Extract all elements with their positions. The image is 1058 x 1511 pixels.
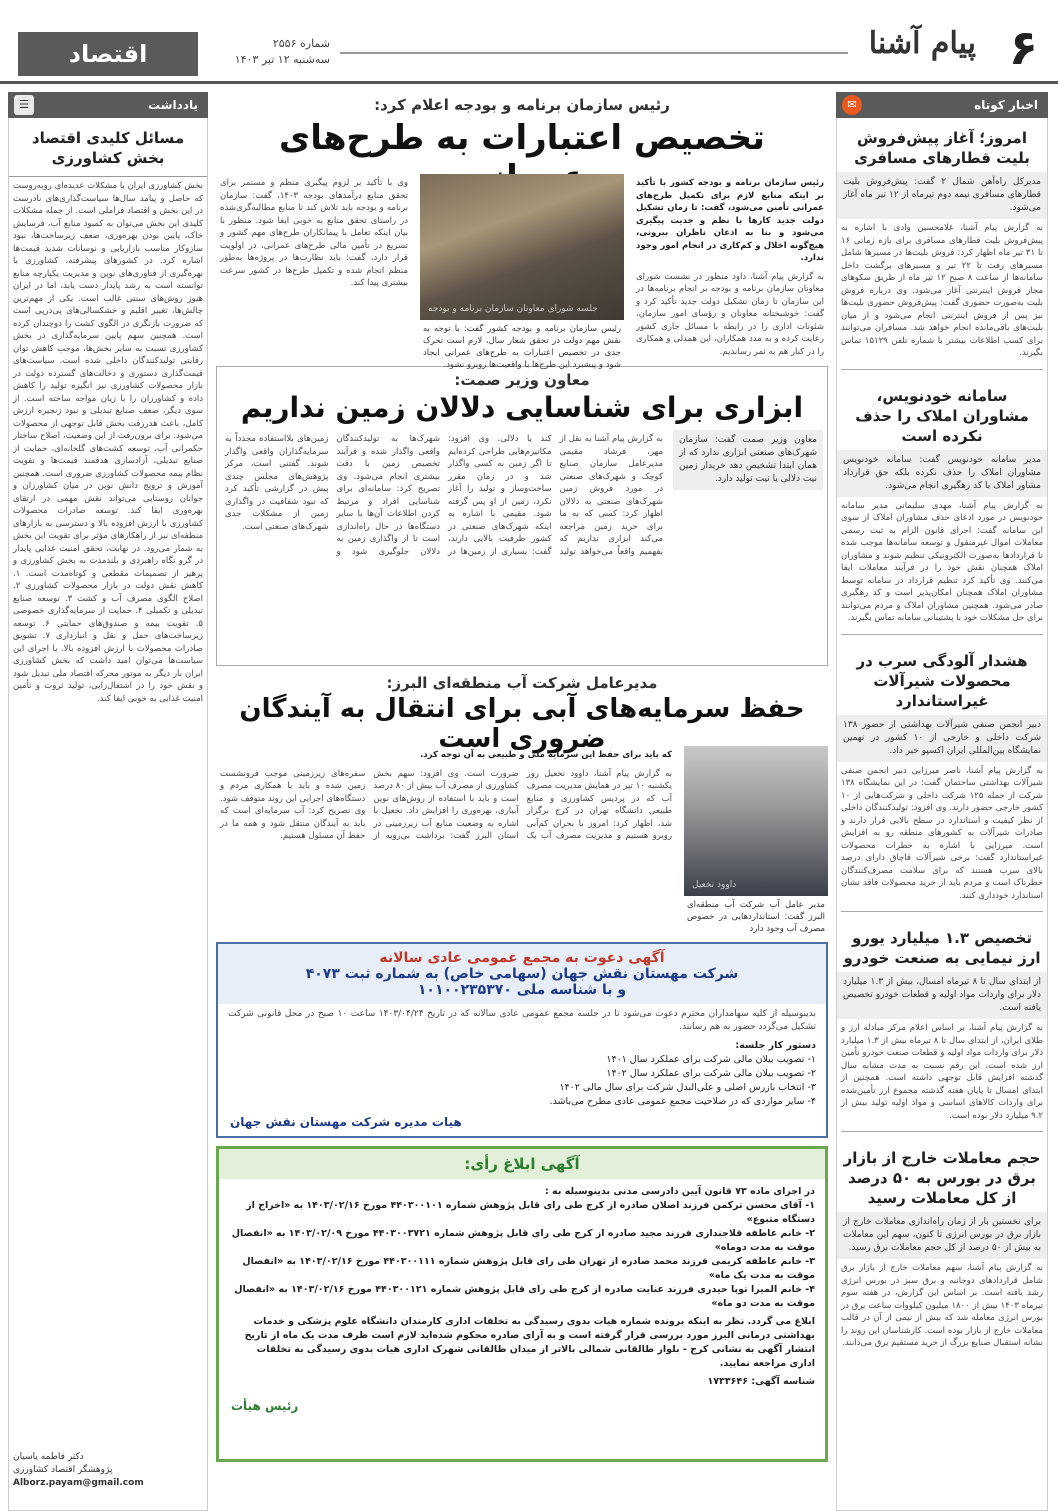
second-body: به گزارش پیام آشنا به نقل از مهر، فرشاد مقیمی مدیرعامل سازمان صنایع کوچک و شهرک‌های صنعتی در مورد فروش زمین شهرک‌های صنعتی به دلالان اظهار کرد: کسی که به ما برای خرید زمین مراجعه می‌کند ابزاری نداریم که بفهمیم واقعاً می‌خواهد تولید کند یا دلالی. وی افزود: مکانیزم‌هایی طراحی کرده‌ایم تا اگر زمین به کسی واگذار شد و در زمان مقرر ساخت‌وساز و تولید را آغاز نکرد، زمین از او پس گرفته شود. مقیمی با اشاره به اینکه شهرک‌های صنعتی در کشور ظرفیت بالایی دارند، گفت: بسیاری از زمین‌ها در شهرک‌ها به تولیدکنندگان واقعی واگذار شده و فرآیند تخصیص زمین با دقت بیشتری انجام می‌شود. وی تصریح کرد: سامانه‌ای برای شناسایی افراد و مرتبط کردن اطلاعات آن‌ها با سایر دستگاه‌ها در حال راه‌اندازی است تا از واگذاری زمین به دلالان جلوگیری شود و زمین‌های بلااستفاده مجدداً به سرمایه‌گذاران واقعی واگذار شوند. گفتنی است، مرکز پژوهش‌های مجلس چندی پیش در گزارشی تأکید کرد که نبود شفافیت در واگذاری زمین از مشکلات جدی شهرک‌های صنعتی است.	[225, 434, 663, 557]
photo-label: داوود نخعیل	[692, 880, 737, 890]
photo-label: جلسه شورای معاونان سازمان برنامه و بودجه	[428, 304, 598, 314]
notice-item: ۲- خانم عاطفه قلاجندازی فرزند مجید صادره از کرج طی رای قابل پژوهش شماره ۴۴۰۳۰۰۳۷۲۱ مورخ ۱۴۰۳/۰۲/۰۹ به «انفصال موقت به مدت دوماه»	[231, 1228, 815, 1253]
author-email: Alborz.payam@gmail.com	[13, 1478, 144, 1488]
main-title: تخصیص اعتبارات به طرح‌های	[279, 118, 765, 158]
news-item	[837, 918, 1047, 1125]
opinion-column	[8, 92, 208, 1501]
news-item	[837, 118, 1047, 363]
news-title: سامانه خودنویس، مشاوران املاک را حذف نکرده است	[855, 386, 1029, 445]
main-body-right: به گزارش پیام آشنا، داود منظور در نشست شورای معاونان سازمان برنامه و بودجه بر انجام برنامه‌ها در این سازمان تا زمان تشکیل دولت جدید تأکید کرد و گفت: خوشبختانه معاونان و رؤسای امور سازمان، شئونات اداری را در رابطه با مسائل جاری کشور رعایت کرده و به مدد همکاران، این همدلی و همکاری را در کنار هم به ثمر رساندیم.	[636, 271, 824, 357]
header-divider	[340, 52, 848, 54]
page-header	[0, 0, 1058, 84]
author-name: دکتر فاطمه یاسیان	[13, 1452, 84, 1462]
second-kicker: معاون وزیر صمت:	[454, 371, 590, 389]
notice-body	[219, 1179, 825, 1395]
verdict-notice-ad	[216, 1146, 828, 1462]
news-body: به گزارش پیام آشنا، ناصر میرزایی دبیر انجمن صنفی شیرآلات بهداشتی ساختمان گفت: در این نمایشگاه ۱۳۸ شرکت از جمله ۱۲۵ شرکت داخلی و شرکت‌هایی از ۱۰ کشور خارجی حضور دارند. وی افزود: تولیدکنندگان داخلی از نظر کیفیت و استاندارد در سطح بالایی قرار دارند و صادرات شیرآلات به کشورهای منطقه رو به افزایش است. میرزایی با اشاره به خطرات محصولات غیراستاندارد گفت: برخی شیرآلات قاچاق دارای درصد بالای سرب هستند که برای سلامت مصرف‌کنندگان خطرناک است و مردم باید از خرید محصولات فاقد نشان استاندارد خودداری کنند.	[841, 765, 1043, 901]
opinion-text: بخش کشاورزی ایران با مشکلات عدیده‌ای روبه‌روست که حاصل و پیامد سال‌ها سیاست‌گذاری‌های نادرست در این بخش و اقتصاد فراملی است. از جمله مشکلات کلیدی این بخش می‌توان به کمبود منابع آب، فرسایش خاک، پایین بودن بهره‌وری، ضعف زیرساخت‌ها، نبود سازوکار مناسب بازاریابی و نوسانات شدید قیمت‌ها اشاره کرد. در کشورهای پیشرفته، کشاورزی با بهره‌گیری از فناوری‌های نوین و مدیریت یکپارچه منابع توانسته است به رشد پایدار دست یابد، اما در ایران هنوز روش‌های سنتی غالب است. یکی از مهم‌ترین چالش‌ها، تغییر اقلیم و خشکسالی‌های پی‌درپی است که ضرورت بازنگری در الگوی کشت را دوچندان کرده است. همچنین سهم پایین سرمایه‌گذاری در بخش کشاورزی نسبت به سایر بخش‌ها، موجب کاهش توان رقابتی تولیدکنندگان داخلی شده است. سیاست‌های قیمت‌گذاری دستوری و دخالت‌های گسترده دولت در بازار محصولات کشاورزی نیز انگیزه تولید را کاهش داده و کشاورزان را با زیان مواجه ساخته است. از سوی دیگر، ضعف صنایع تبدیلی و نبود زنجیره ارزش کامل، باعث هدررفت بخش قابل توجهی از محصولات می‌شود. برای برون‌رفت از این وضعیت، اصلاح ساختار حکمرانی آب، توسعه کشت‌های گلخانه‌ای، حمایت از صنایع تبدیلی، آزادسازی هدفمند قیمت‌ها و تقویت نظام بیمه محصولات کشاورزی ضروری است. همچنین آموزش و ترویج دانش نوین در میان کشاورزان و جوانان روستایی می‌تواند نقش مهمی در ارتقای بهره‌وری ایفا کند. توسعه صادرات محصولات کشاورزی با ارزش افزوده بالا و دسترسی به بازارهای منطقه‌ای نیز از راهکارهای مؤثر برای تقویت این بخش به شمار می‌رود. در نهایت، تحقق امنیت غذایی پایدار در گرو نگاه راهبردی و بلندمدت به بخش کشاورزی و پرهیز از تصمیمات مقطعی و کوتاه‌مدت است. ۱. کاهش نقش دولت در بازار محصولات کشاورزی ۲. اصلاح الگوی مصرف آب و کشت ۳. توسعه صنایع تبدیلی و تکمیلی ۴. حمایت از سرمایه‌گذاری خصوصی ۵. تقویت بیمه و صندوق‌های حمایتی ۶. توسعه زیرساخت‌های حمل و نقل و انبارداری ۷. تشویق صادرات محصولات با ارزش افزوده بالا. با اجرای این سیاست‌ها می‌توان امید داشت که بخش کشاورزی ایران بار دیگر به موتور محرکه اقتصاد ملی تبدیل شود و نقش خود را در اشتغال‌زایی، تولید ثروت و تأمین امنیت غذایی به خوبی ایفا کند.	[13, 181, 203, 704]
news-lead: مدیرکل راه‌آهن شمال ۲ گفت: پیش‌فروش بلیت قطارهای مسافری نیمه دوم تیرماه از ۱۲ تیر ماه آغاز می‌شود.	[837, 172, 1047, 219]
photo-caption: مدیر عامل آب شرکت آب منطقه‌ای البرز گفت: استانداردهایی در خصوص مصرف آب وجود دارد	[687, 900, 825, 934]
news-lead: دبیر انجمن صنفی شیرآلات بهداشتی از حضور ۱۳۸ شرکت داخلی و خارجی از ۱۰ کشور در نهمین نمایشگاه بین‌المللی ایران اکسپو خبر داد.	[837, 715, 1047, 762]
news-item	[837, 641, 1047, 906]
ad-header	[218, 944, 826, 1004]
notepad-icon: ☰	[14, 95, 34, 115]
divider	[841, 911, 1043, 912]
ad-agenda	[218, 1037, 826, 1111]
divider	[841, 1131, 1043, 1132]
news-body: به گزارش پیام آشنا، بر اساس اعلام مرکز مبادله ارز و طلای ایران، از ابتدای سال تا ۸ تیرماه بیش از ۱.۳ میلیارد دلار برای واردات مواد اولیه و قطعات صنعت خودرو تأمین ارز شده است. این رقم نسبت به مدت مشابه سال گذشته افزایش قابل توجهی داشته است. همچنین از ابتدای امسال تا پایان هفته گذشته مجموع ارز تأمین‌شده برای واردات کالاهای اساسی و مواد اولیه تولید بیش از ۹.۲ میلیارد دلار بوده است.	[841, 1023, 1043, 1121]
main-kicker: رئیس سازمان برنامه و بودجه اعلام کرد:	[374, 96, 670, 114]
third-body: به گزارش پیام آشنا، داوود نخعیل روز یکشنبه ۱۰ تیر در همایش مدیریت مصرف آب که در پردیس کشاورزی و منابع طبیعی دانشگاه تهران در کرج برگزار شد، اظهار کرد: امروز با بحران کم‌آبی روبرو هستیم و مدیریت مصرف آب یک ضرورت است. وی افزود: سهم بخش کشاورزی از مصرف آب بیش از ۸۰ درصد است و باید با استفاده از روش‌های نوین آبیاری، بهره‌وری را افزایش داد. نخعیل با اشاره به وضعیت منابع آب زیرزمینی در استان البرز گفت: برداشت بی‌رویه از سفره‌های زیرزمینی موجب فرونشست زمین شده و باید با همکاری مردم و دستگاه‌های اجرایی این روند متوقف شود. وی تصریح کرد: آب سرمایه‌ای است که باید به آیندگان منتقل شود و همه ما در حفظ آن مسئول هستیم.	[220, 768, 672, 841]
ad-national-id: و با شناسه ملی ۱۰۱۰۰۲۳۵۳۷۰	[417, 982, 627, 998]
notice-header: آگهی ابلاغ رأی:	[219, 1149, 825, 1179]
main-photo-block	[420, 174, 624, 374]
notice-intro: در اجرای ماده ۷۳ قانون آیین دادرسی مدنی بدینوسیله به :	[544, 1186, 815, 1197]
issue-date: سه‌شنبه ۱۲ تیر ۱۴۰۳	[234, 53, 330, 66]
notice-item: ۴- خانم المیرا توپا حیدری فرزند عنایت صادره از کرج طی رای قابل پژوهش شماره ۴۴۰۳۰۰۱۲۱ مورخ ۱۴۰۳/۰۲/۱۶ به «انفصال موقت به مدت دو ماه»	[234, 1284, 815, 1309]
notice-number: شناسه آگهی: ۱۷۳۳۶۴۶	[707, 1376, 815, 1387]
opinion-tag	[8, 92, 208, 118]
megaphone-icon: ✉	[842, 95, 862, 115]
news-body: به گزارش پیام آشنا، سهم معاملات خارج از بازار برق شامل قراردادهای دوجانبه و برق سبز در بورس انرژی رشد یافته است. بر اساس این گزارش، در هفته سوم تیرماه ۱۴۰۳ بیش از ۱۸۰۰ میلیون کیلووات ساعت برق در بورس انرژی معامله شد که بیش از نیمی از آن در قالب معاملات خارج از بازار بوده است. کارشناسان این روند را نشانه استقبال صنایع بزرگ از خرید مستقیم برق می‌دانند.	[841, 1263, 1043, 1348]
news-body: به گزارش پیام آشنا، غلامحسین وادی با اشاره به پیش‌فروش بلیت قطارهای مسافری برای بازه زمانی ۱۶ تا ۳۱ تیر ماه اظهار کرد: فروش بلیت‌ها در مسیرها شامل مسیرهای رفت تا ۲۲ تیر و مسیرهای برگشت داخل سامانه‌ها از ساعت ۸ صبح ۱۲ تیر ماه از طریق سکوهای مجاز فروش اینترنتی آغاز می‌شود. وی درباره فروش بلیت به‌صورت حضوری گفت: پیش‌فروش حضوری بلیت‌ها نیز پس از فروش اینترنتی انجام می‌شود و از میان بلیت‌های باقی‌مانده انجام خواهد شد. مسافران می‌توانند برای کسب اطلاعات بیشتر با شماره تلفن ۱۵۱۲۹ تماس بگیرند.	[841, 223, 1043, 358]
main-article-right	[632, 174, 828, 361]
third-title: حفظ سرمایه‌های آبی برای انتقال به آیندگان ضروری است	[239, 694, 805, 754]
issue-info	[210, 36, 330, 68]
agenda-item: ۳- انتخاب بازرس اصلی و علی‌البدل شرکت برای سال مالی ۱۴۰۲	[559, 1082, 816, 1093]
portrait-photo	[684, 746, 828, 896]
author-block	[9, 1447, 207, 1494]
third-text	[216, 746, 676, 933]
third-lead: که باید برای حفظ این سرمایه ملی و طبیعی به آن توجه کرد.	[420, 750, 672, 760]
photo-caption: رئیس سازمان برنامه و بودجه کشور گفت: با توجه به نقش مهم دولت در تحقق شعار سال، لازم است تحرک جدی در تخصیص اعتبارات به طرح‌های عمرانی ایجاد شود و پیشبرد این طرح‌ها با واقعیت‌ها روبرو نشود.	[423, 324, 621, 370]
general-meeting-ad	[216, 942, 828, 1138]
opinion-label: یادداشت	[148, 98, 198, 112]
second-lead: معاون وزیر صمت گفت: سازمان شهرک‌های صنعتی ابزاری ندارد که از همان ابتدا تشخیص دهد خریدار زمین نیت دلالی یا نیت تولید دارد.	[673, 430, 823, 490]
news-item	[837, 1138, 1047, 1353]
second-title: ابزاری برای شناسایی دلالان زمین نداریم	[240, 391, 804, 424]
ad-intro: بدینوسیله از کلیه سهامداران محترم دعوت می‌شود تا در جلسه مجمع عمومی عادی سالانه که در تاریخ ۱۴۰۳/۰۴/۲۴ ساعت ۱۰ صبح در محل قانونی شرکت تشکیل می‌گردد حضور به هم رسانند.	[228, 1009, 817, 1032]
notice-outro: ابلاغ می گردد. نظر به اینکه برونده شماره هیات بدوی رسیدگی به تخلفات اداری کارمندان دانشگاه علوم پزشکی و خدمات بهداشتی درمانی البرز مورد بررسی قرار گرفته است و به آرای صادره محکوم شده‌اید لازم است ظرف مدت یک ماه از تاریخ انتشار آگهی به نشانی کرج - بلوار طالقانی شمالی بالاتر از میدان طالقانی شهرک اداری هیات بدوی رسیدگی به تخلفات اداری مراجعه نمایید.	[244, 1316, 815, 1369]
news-lead: مدیر سامانه خودنویس گفت: سامانه خودنویس مشاوران املاک را حذف نکرده بلکه حق قرارداد مشاور املاک با کد رهگیری انجام می‌شود.	[837, 450, 1047, 497]
news-lead: از ابتدای سال تا ۸ تیرماه امسال، بیش از ۱.۳ میلیارد دلار برای واردات مواد اولیه و قطعات خودرو تخصیص یافته است.	[837, 972, 1047, 1019]
ad-company: شرکت مهستان نقش جهان (سهامی خاص) به شماره ثبت ۴۰۷۳	[305, 966, 739, 982]
ad-title: آگهی دعوت به مجمع عمومی عادی سالانه	[379, 950, 665, 966]
news-title: هشدار آلودگی سرب در محصولات شیرآلات غیراستاندارد	[856, 651, 1028, 710]
author-role: پژوهشگر اقتصاد کشاورزی	[13, 1465, 113, 1475]
agenda-item: ۴- سایر مواردی که در صلاحیت مجمع عمومی عادی مطرح می‌باشد.	[549, 1096, 816, 1107]
short-news-label: اخبار کوتاه	[974, 98, 1038, 112]
ad-signature: هیات مدیره شرکت مهستان نقش جهان	[230, 1115, 462, 1129]
notice-signature: رئیس هیأت	[231, 1399, 299, 1413]
main-body-left: وی با تأکید بر لزوم پیگیری منظم و مستمر برای تحقق منابع درآمدهای بودجه ۱۴۰۳، گفت: سازمان برنامه و بودجه باید تلاش کند تا منابع مطالبه‌گری‌شده در راستای تحقق منابع به خوبی ایفا شود. منظور با بیان اینکه تعامل با پیمانکاران طرح‌های مهم کشور و تسریع در تأمین مالی طرح‌های عمرانی، در اولویت قرار دارد، گفت: باید نظارت‌ها در پروژه‌ها به‌طور منظم انجام شده و تکمیل طرح‌ها در کشور سرعت بیشتری پیدا کند.	[220, 178, 409, 288]
notice-item: ۳- خانم عاطفه کریمی فرزند محمد صادره از تهران طی رای قابل پژوهش شماره ۴۴۰۳۰۰۱۱۱ مورخ ۱۴۰۳/۰۲/۱۶ به «انفصال موقت به مدت یک ماه»	[242, 1256, 815, 1281]
agenda-item: ۲- تصویب بیلان مالی شرکت برای عملکرد سال ۱۴۰۲	[606, 1068, 816, 1079]
news-title: حجم معاملات خارج از بازار برق در بورس به ۵۰ درصد از کل معاملات رسید	[843, 1149, 1041, 1207]
news-title: تخصیص ۱.۳ میلیارد یورو ارز نیمایی به صنعت خودرو	[843, 929, 1041, 967]
divider	[841, 369, 1043, 370]
news-body: به گزارش پیام آشنا، مهدی سلیمانی مدیر سامانه خودنویس در مورد ادعای حذف مشاوران املاک از سوی این سامانه گفت: اجرای قانون الزام به ثبت رسمی معاملات اموال غیرمنقول و توسعه سامانه‌ها موجب شده تا قراردادها به‌صورت الکترونیکی تنظیم شوند و مشاوران املاک همچنان نقش خود را در فرآیند معاملات ایفا می‌کنند. وی تأکید کرد تنظیم قرارداد در سامانه توسط مشاوران املاک همچنان امکان‌پذیر است و کد رهگیری صادر می‌شود. همچنین مشاوران املاک و مردم می‌توانند برای حل مشکلات خود با پشتیبانی سامانه تماس بگیرند.	[841, 500, 1043, 623]
short-news-tag	[836, 92, 1048, 118]
main-content	[216, 92, 828, 1501]
second-article	[216, 366, 828, 666]
short-news-body	[836, 118, 1048, 1511]
main-article-left	[216, 174, 412, 293]
news-lead: برای نخستین بار از زمان راه‌اندازی معاملات خارج از بازار برق در بورس انرژی تا کنون، سهم این معاملات به بیش از ۵۰ درصد از کل حجم معاملات برق رسید.	[837, 1212, 1047, 1259]
news-item	[837, 376, 1047, 628]
third-article	[216, 674, 828, 936]
agenda-title: دستور کار جلسه:	[735, 1040, 816, 1051]
section-label: اقتصاد	[18, 32, 198, 76]
divider	[841, 634, 1043, 635]
third-kicker: مدیرعامل شرکت آب منطقه‌ای البرز:	[386, 674, 658, 692]
notice-item: ۱- آقای محسن ترکمن فرزند اصلان صادره از کرج طی رای قابل پژوهش شماره ۴۴۰۳۰۰۱۰۱ مورخ ۱۴۰۳/۰۲/۱۶ به «اخراج از دستگاه متبوع»	[246, 1200, 815, 1225]
issue-number: شماره ۲۵۵۶	[272, 37, 330, 50]
main-lead: رئیس سازمان برنامه و بودجه کشور با تأکید بر اینکه منابع لازم برای تکمیل طرح‌های عمرانی تأمین می‌شود، گفت: تا زمان تشکیل دولت جدید کارها با نظم و جدیت پیگیری می‌شود و بنا به اذعان ناظران بیرونی، هیچ‌گونه اخلال و کم‌کاری در انجام امور وجود ندارد.	[636, 178, 824, 263]
news-title: امروز؛ آغاز پیش‌فروش بلیت قطارهای مسافری	[854, 129, 1030, 167]
opinion-title: مسائل کلیدی اقتصاد بخش کشاورزی	[9, 118, 207, 177]
opinion-body	[8, 118, 208, 1511]
newspaper-logo: پیام آشنا	[868, 26, 976, 61]
page-number: ۶	[1008, 20, 1038, 76]
short-news-column	[836, 92, 1048, 1501]
meeting-photo	[420, 174, 624, 320]
agenda-item: ۱- تصویب بیلان مالی شرکت برای عملکرد سال ۱۴۰۱	[606, 1054, 816, 1065]
main-article	[216, 92, 828, 370]
third-photo-block	[684, 746, 828, 938]
